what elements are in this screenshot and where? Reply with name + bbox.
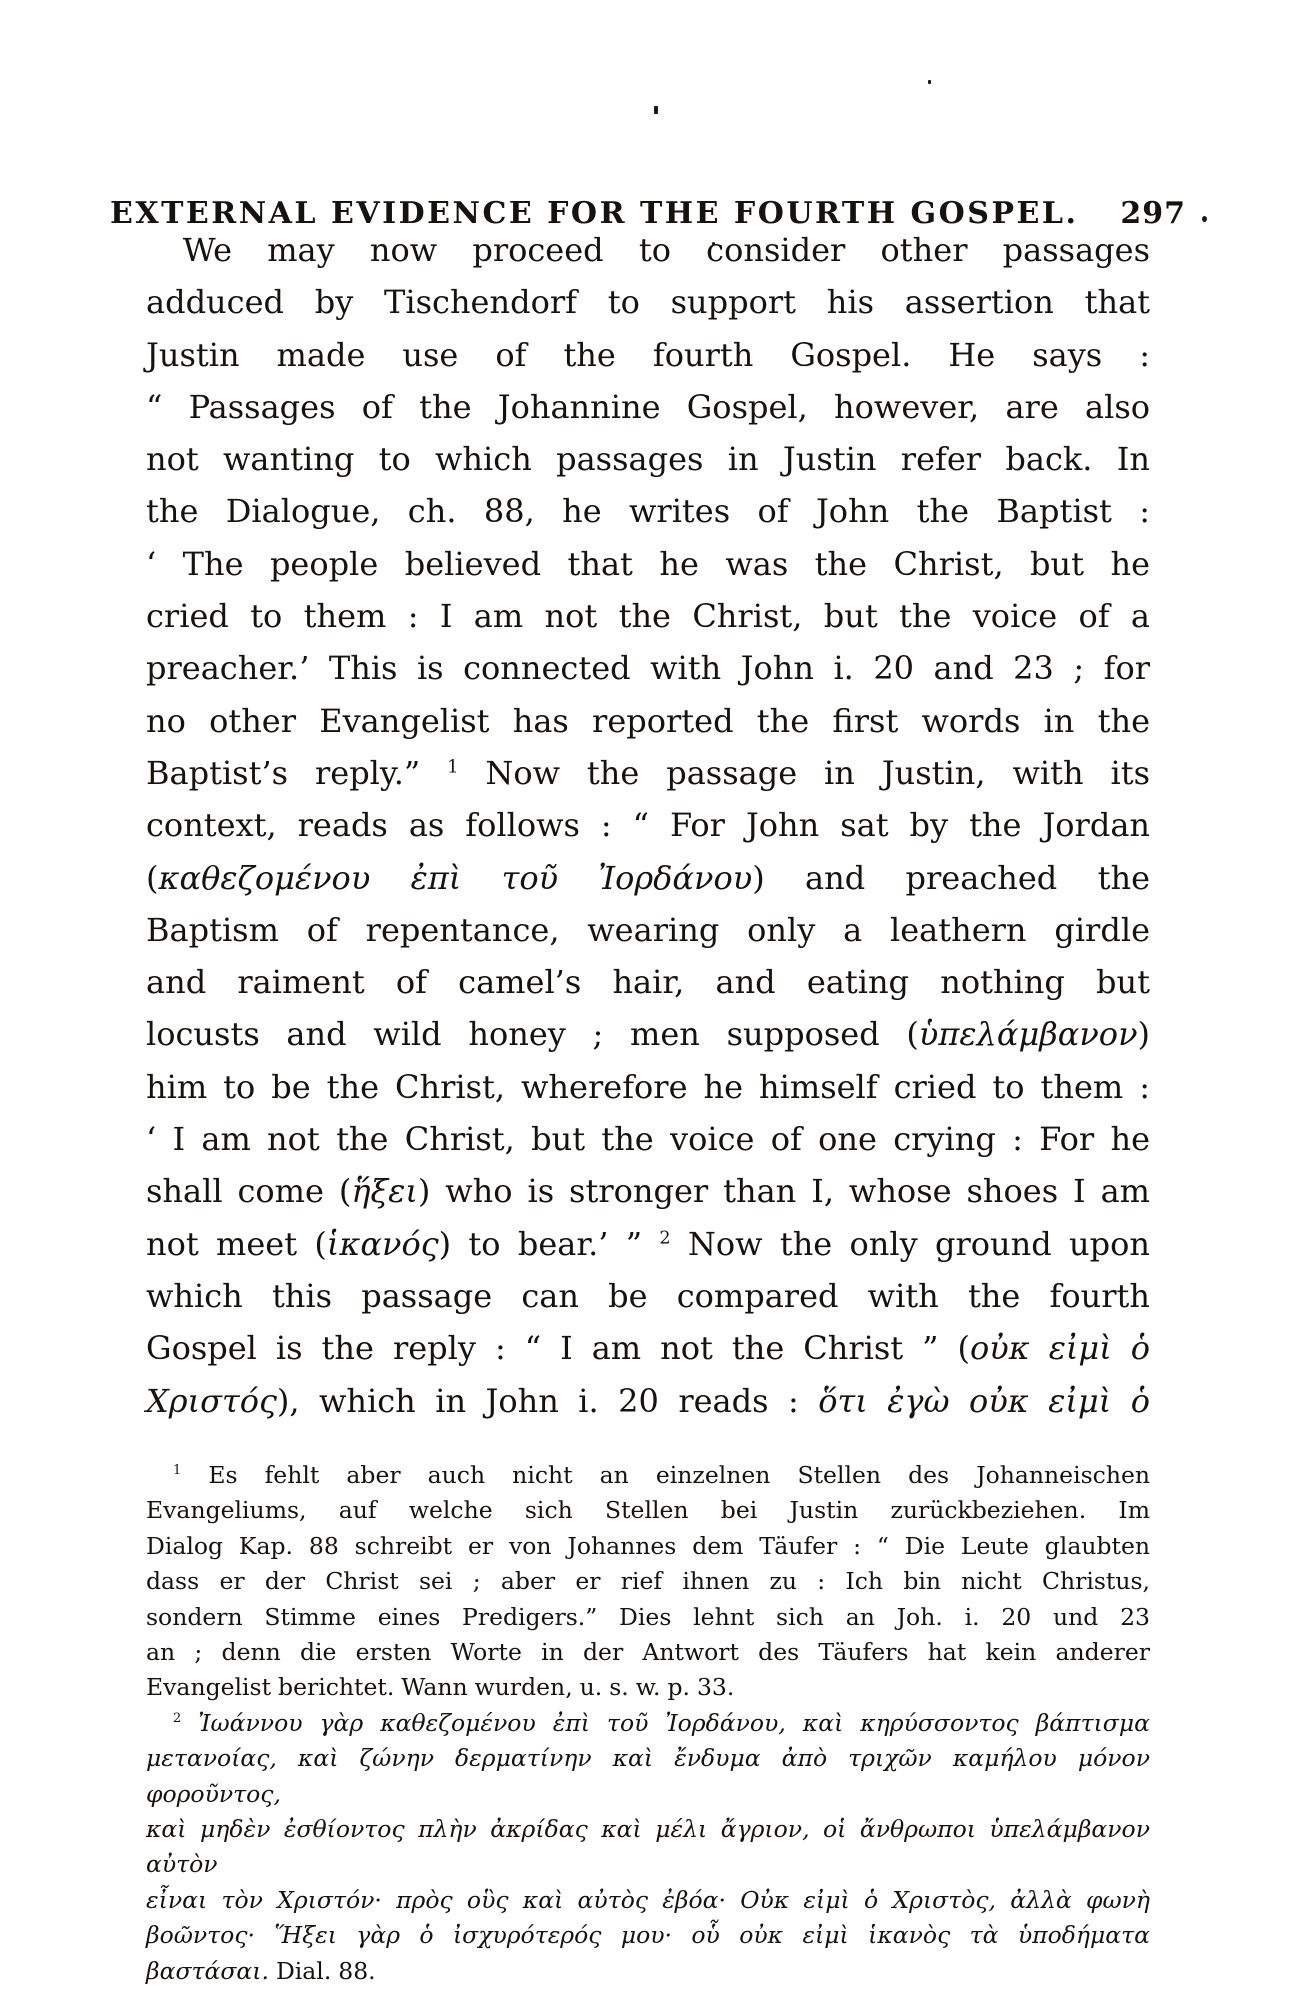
text-line <box>146 590 1150 642</box>
text-segment: and raiment of camel’s hair, and eating nothing but <box>146 963 1150 1002</box>
greek-text-segment: βαστάσαι. <box>146 1956 269 1985</box>
text-segment: ) and preached the <box>752 858 1151 897</box>
text-segment: Dialog Kap. 88 schreibt er von Johannes dem Täufer : “ Die Leute glaubten <box>146 1531 1150 1560</box>
greek-text-segment: ἥξει <box>351 1172 418 1211</box>
footnote-1 <box>146 1458 1150 1706</box>
text-segment: Evangeliums, auf welche sich Stellen bei Justin zurückbeziehen. Im <box>146 1496 1150 1525</box>
text-segment: ), which in John i. 20 reads : <box>276 1381 819 1420</box>
text-segment: Evangelist berichtet. Wann wurden, u. s. w. p. 33. <box>146 1673 735 1702</box>
text-segment: Es fehlt aber auch nicht an einzelnen Stellen des Johanneischen <box>181 1461 1150 1489</box>
scan-speck <box>654 106 658 114</box>
text-segment: dass er der Christ sei ; aber er rief ihnen zu : Ich bin nicht Christus, <box>146 1567 1150 1596</box>
text-line <box>146 1322 1150 1374</box>
text-line <box>146 276 1150 328</box>
greek-text-segment: οὐκ εἰμὶ ὁ <box>970 1329 1151 1368</box>
footnotes <box>146 1458 1150 1989</box>
text-line <box>146 799 1150 851</box>
text-segment: ) who is stronger than I, whose shoes I am <box>417 1172 1151 1211</box>
text-line <box>146 1375 1150 1427</box>
greek-text-segment: ἱκανός <box>326 1224 439 1263</box>
footnote-marker: 1 <box>447 757 459 778</box>
text-segment: locusts and wild honey ; men supposed ( <box>146 1015 919 1054</box>
text-line <box>146 1635 1150 1670</box>
text-line <box>146 381 1150 433</box>
text-line <box>146 1493 1150 1528</box>
text-line <box>146 485 1150 537</box>
text-line <box>146 1883 1150 1918</box>
text-line <box>146 1165 1150 1217</box>
text-segment: Gospel is the reply : “ I am not the Christ ” ( <box>146 1329 970 1368</box>
text-line <box>146 956 1150 1008</box>
greek-text-segment: μετανοίας, καὶ ζώνην δερματίνην καὶ ἔνδυμα ἀπὸ τριχῶν καμήλου μόνον φοροῦντος, <box>146 1744 1150 1808</box>
footnote-marker: 1 <box>173 1463 182 1479</box>
text-line <box>146 1529 1150 1564</box>
text-line <box>146 1218 1150 1270</box>
text-segment: the Dialogue, ch. 88, he writes of John the Baptist : <box>146 492 1150 531</box>
text-segment: shall come ( <box>146 1172 352 1211</box>
running-header-title: EXTERNAL EVIDENCE FOR THE FOURTH GOSPEL. <box>109 196 1079 231</box>
greek-text-segment: καὶ μηδὲν ἐσθίοντος πλὴν ἀκρίδας καὶ μέλι ἄγριον, οἱ ἄνθρωποι ὑπελάμβανον αὐτὸν <box>146 1815 1150 1879</box>
greek-text-segment: βοῶντος· Ἥξει γὰρ ὁ ἰσχυρότερός μου· οὗ οὐκ εἰμὶ ἱκανὸς τὰ ὑποδήματα <box>146 1921 1150 1950</box>
text-segment: an ; denn die ersten Worte in der Antwort des Täufers hat kein anderer <box>146 1638 1150 1667</box>
page-number: 297 <box>1120 196 1187 231</box>
text-line <box>146 1706 1150 1741</box>
text-segment: cried to them : I am not the Christ, but the voice of a <box>146 597 1150 636</box>
text-segment: not meet ( <box>146 1224 327 1263</box>
footnote-marker: 2 <box>173 1711 182 1727</box>
text-segment: ) <box>1137 1015 1150 1054</box>
text-line <box>146 433 1150 485</box>
text-segment: which this passage can be compared with the fourth <box>146 1276 1150 1315</box>
greek-text-segment: καθεζομένου ἐπὶ τοῦ Ἰορδάνου <box>158 858 753 897</box>
text-line <box>146 1741 1150 1812</box>
footnote-2 <box>146 1706 1150 1989</box>
greek-text-segment: Χριστός <box>146 1381 277 1420</box>
text-line <box>146 852 1150 904</box>
text-segment: no other Evangelist has reported the first words in the <box>146 701 1150 740</box>
text-segment: We may now proceed to consider other passages <box>182 231 1150 269</box>
text-segment: Baptist’s reply.” <box>146 753 448 792</box>
greek-text-segment: Ἰωάννου γὰρ καθεζομένου ἐπὶ τοῦ Ἰορδάνου, καὶ κηρύσσοντος βάπτισμα <box>181 1708 1150 1737</box>
greek-text-segment: εἶναι τὸν Χριστόν· πρὸς οὓς καὶ αὐτὸς ἐβόα· Οὐκ εἰμὶ ὁ Χριστὸς, ἀλλὰ φωνὴ <box>146 1885 1150 1914</box>
text-line <box>146 1008 1150 1060</box>
text-segment: Justin made use of the fourth Gospel. He says : <box>146 335 1150 374</box>
text-segment: Now the only ground upon <box>670 1224 1151 1263</box>
greek-text-segment: ὅτι ἐγὼ οὐκ εἰμὶ ὁ <box>818 1381 1150 1420</box>
body-text <box>146 224 1150 1427</box>
footnote-marker: 2 <box>659 1227 671 1248</box>
text-segment: ( <box>146 858 159 897</box>
text-segment: not wanting to which passages in Justin refer back. In <box>146 440 1150 479</box>
greek-text-segment: ὑπελάμβανον <box>918 1015 1138 1054</box>
scan-speck <box>1202 216 1207 222</box>
text-segment: Baptism of repentance, wearing only a leathern girdle <box>146 910 1150 949</box>
text-line <box>146 1270 1150 1322</box>
text-line <box>146 538 1150 590</box>
text-segment: sondern Stimme eines Predigers.” Dies lehnt sich an Joh. i. 20 und 23 <box>146 1602 1150 1631</box>
text-line <box>146 224 1150 276</box>
text-segment: preacher.’ This is connected with John i. 20 and 23 ; for <box>146 649 1150 688</box>
text-segment: ) to bear.’ ” <box>438 1224 660 1263</box>
scan-speck <box>928 80 931 84</box>
text-line <box>146 1113 1150 1165</box>
text-line <box>146 1954 1150 1989</box>
text-segment: ‘ I am not the Christ, but the voice of one crying : For he <box>146 1120 1150 1159</box>
text-line <box>146 695 1150 747</box>
text-line <box>146 1061 1150 1113</box>
text-line <box>146 1564 1150 1599</box>
text-line <box>146 747 1150 799</box>
text-segment: adduced by Tischendorf to support his assertion that <box>146 283 1150 322</box>
text-line <box>146 904 1150 956</box>
text-line <box>146 1458 1150 1493</box>
text-line <box>146 1670 1150 1705</box>
text-line <box>146 1600 1150 1635</box>
text-line <box>146 1918 1150 1953</box>
text-segment: Now the passage in Justin, with its <box>458 753 1151 792</box>
text-segment: context, reads as follows : “ For John sat by the Jordan <box>146 806 1150 845</box>
text-segment: him to be the Christ, wherefore he himself cried to them : <box>146 1067 1150 1106</box>
text-line <box>146 329 1150 381</box>
text-segment: Dial. 88. <box>268 1956 376 1985</box>
text-line <box>146 1812 1150 1883</box>
text-segment: ‘ The people believed that he was the Christ, but he <box>146 544 1150 583</box>
text-segment: “ Passages of the Johannine Gospel, however, are also <box>146 387 1150 426</box>
text-line <box>146 642 1150 694</box>
